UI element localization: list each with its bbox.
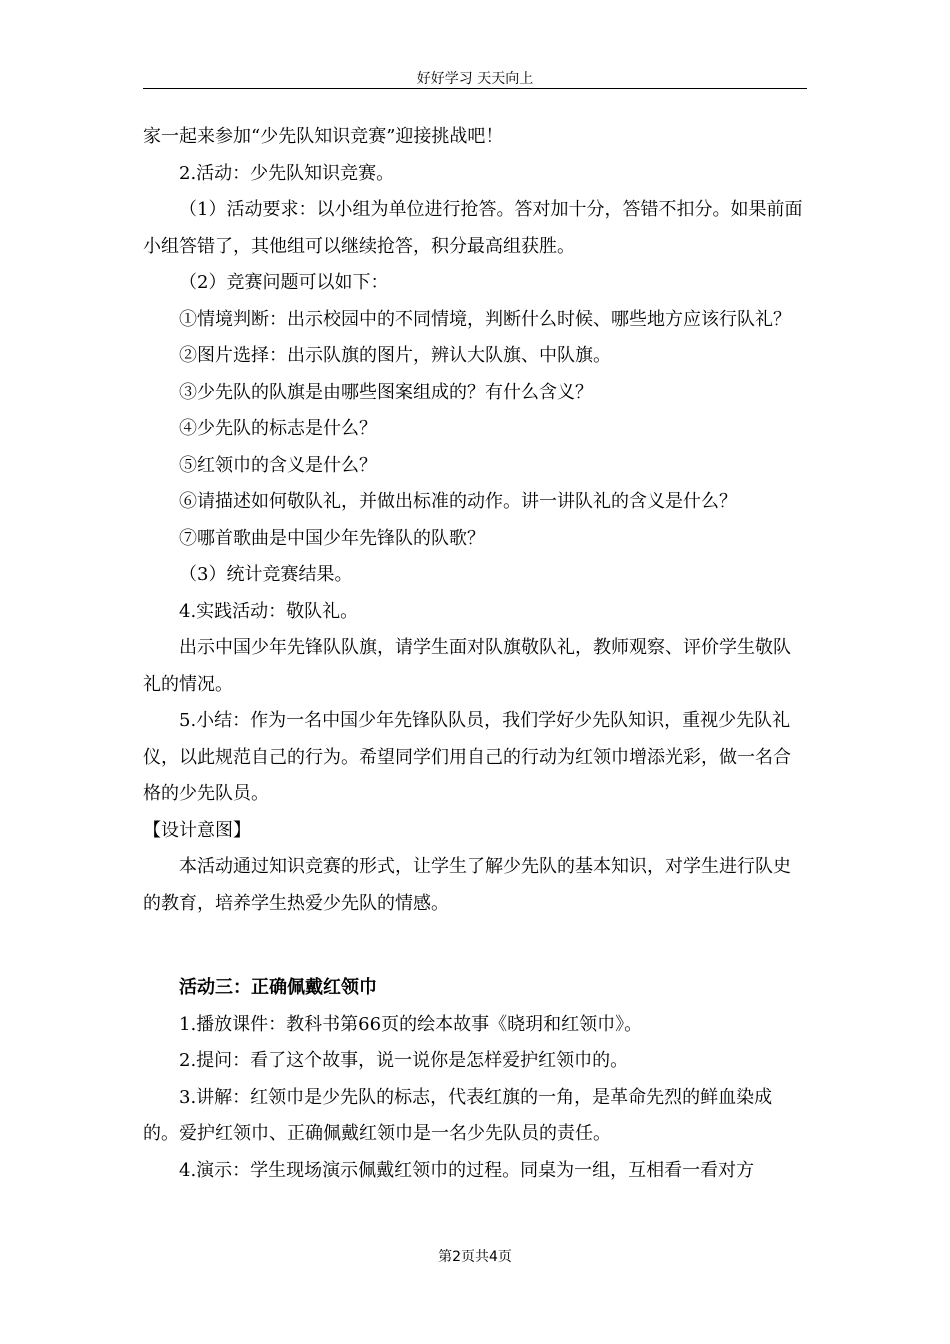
paragraph: 4.实践活动：敬队礼。 bbox=[179, 600, 359, 622]
document-body bbox=[143, 119, 807, 1189]
paragraph: （3）统计竞赛结果。 bbox=[179, 564, 353, 585]
paragraph: 出示中国少年先锋队队旗，请学生面对队旗敬队礼，教师观察、评价学生敬队礼的情况。 bbox=[143, 637, 791, 695]
paragraph: 2.提问：看了这个故事，说一说你是怎样爱护红领巾的。 bbox=[179, 1050, 629, 1071]
section-gap bbox=[143, 922, 807, 970]
page-footer: 第2页共4页 bbox=[438, 1249, 512, 1265]
paragraph: ②图片选择：出示队旗的图片，辨认大队旗、中队旗。 bbox=[179, 345, 611, 366]
paragraph: ⑥请描述如何敬队礼，并做出标准的动作。讲一讲队礼的含义是什么？ bbox=[179, 491, 737, 512]
section-title: 活动三：正确佩戴红领巾 bbox=[179, 977, 377, 998]
paragraph: 5.小结：作为一名中国少年先锋队队员，我们学好少先队知识，重视少先队礼仪，以此规范自己的行为。希望同学们用自己的行动为红领巾增添光彩，做一名合格的少先队员。 bbox=[143, 710, 791, 804]
paragraph: （2）竞赛问题可以如下： bbox=[179, 272, 389, 293]
paragraph: 2.活动：少先队知识竞赛。 bbox=[179, 162, 395, 184]
header-divider bbox=[143, 88, 807, 89]
paragraph: 3.讲解：红领巾是少先队的标志，代表红旗的一角，是革命先烈的鲜血染成的。爱护红领巾、正确佩戴红领巾是一名少先队员的责任。 bbox=[143, 1086, 773, 1144]
page-header: 好好学习 天天向上 bbox=[416, 71, 534, 87]
paragraph: 家一起来参加“少先队知识竞赛”迎接挑战吧！ bbox=[143, 126, 504, 147]
paragraph: ③少先队的队旗是由哪些图案组成的？有什么含义？ bbox=[179, 381, 593, 403]
design-intent-heading: 【设计意图】 bbox=[143, 819, 251, 841]
paragraph: （1）活动要求：以小组为单位进行抢答。答对加十分，答错不扣分。如果前面小组答错了，其他组可以继续抢答，积分最高组获胜。 bbox=[143, 199, 803, 257]
paragraph: ⑤红领巾的含义是什么？ bbox=[179, 454, 377, 476]
paragraph: ①情境判断：出示校园中的不同情境，判断什么时候、哪些地方应该行队礼？ bbox=[179, 308, 791, 330]
paragraph: 1.播放课件：教科书第66页的绘本故事《晓玥和红领巾》。 bbox=[179, 1013, 643, 1035]
paragraph: ⑦哪首歌曲是中国少年先锋队的队歌？ bbox=[179, 527, 485, 549]
paragraph: 4.演示：学生现场演示佩戴红领巾的过程。同桌为一组，互相看一看对方 bbox=[179, 1159, 755, 1181]
paragraph: 本活动通过知识竞赛的形式，让学生了解少先队的基本知识，对学生进行队史的教育，培养学生热爱少先队的情感。 bbox=[143, 856, 791, 914]
paragraph: ④少先队的标志是什么？ bbox=[179, 418, 377, 439]
